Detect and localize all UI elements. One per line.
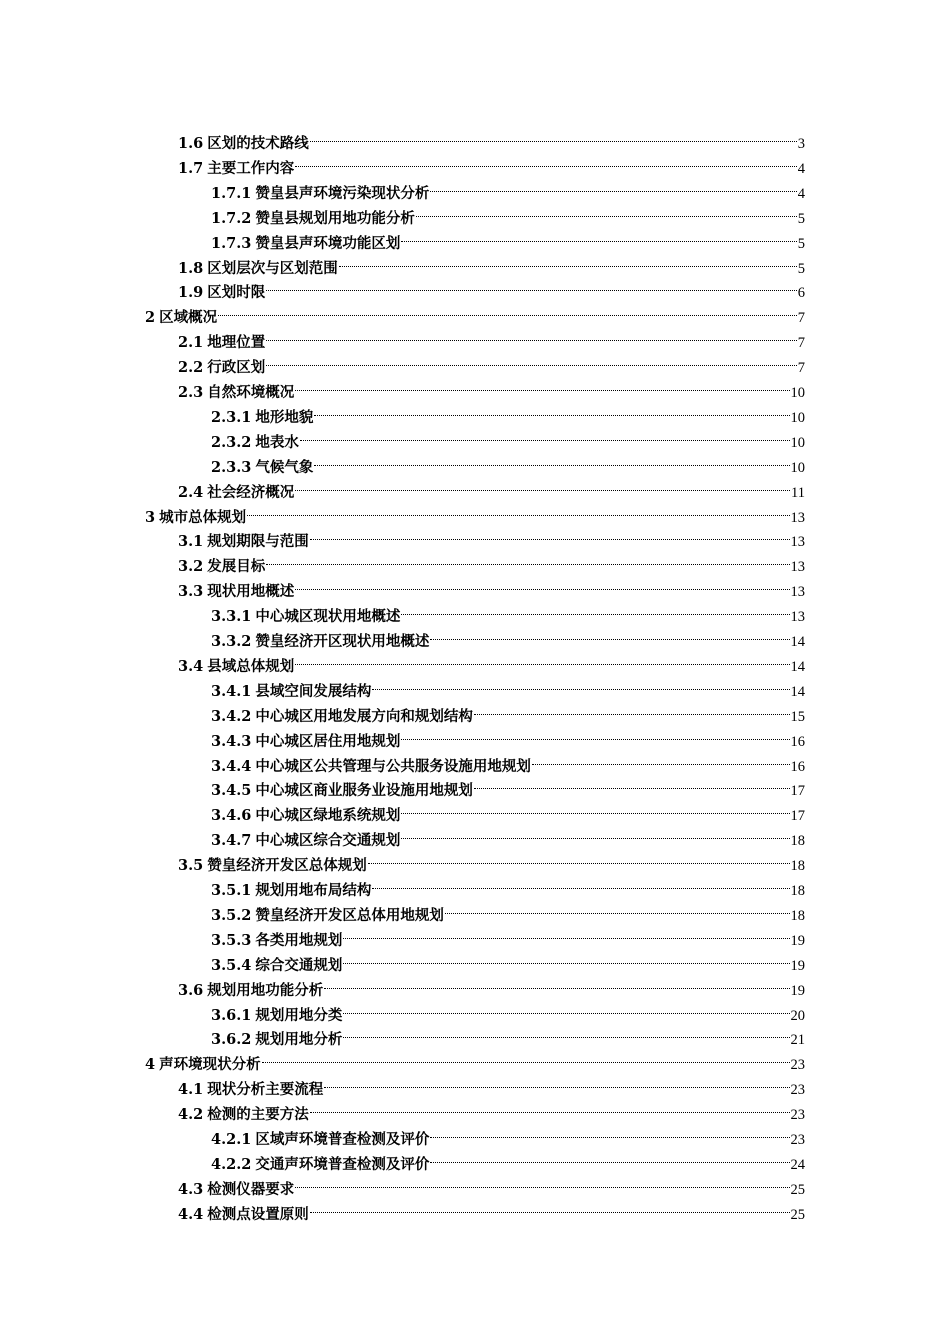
toc-entry-page-number: 18	[790, 858, 805, 875]
toc-entry-title: 赞皇县规划用地功能分析	[255, 209, 415, 227]
toc-entry[interactable]	[211, 871, 805, 899]
toc-entry-number: 1.9	[178, 284, 204, 302]
toc-entry-title: 赞皇经济开发区总体用地规划	[255, 906, 444, 924]
toc-dot-leader	[343, 996, 789, 1020]
toc-entry[interactable]	[178, 846, 805, 875]
toc-entry-number: 3.2	[178, 558, 204, 576]
toc-entry-page-number: 14	[790, 658, 805, 675]
toc-entry-page-number: 23	[790, 1057, 805, 1074]
toc-entry-number: 1.7.1	[211, 184, 252, 202]
toc-entry[interactable]	[211, 722, 805, 750]
toc-dot-leader	[266, 547, 789, 571]
toc-entry-number: 3.4.1	[211, 682, 252, 700]
toc-dot-leader	[343, 946, 789, 970]
toc-entry-title: 发展目标	[207, 558, 266, 576]
toc-entry-title: 检测仪器要求	[207, 1180, 295, 1198]
toc-entry[interactable]	[211, 921, 805, 949]
toc-dot-leader	[266, 323, 797, 347]
toc-entry-number: 3.6	[178, 981, 204, 999]
toc-dot-leader	[430, 1120, 789, 1144]
toc-entry-number: 3.4.2	[211, 707, 252, 725]
toc-entry[interactable]	[211, 996, 805, 1024]
toc-entry-title: 规划用地布局结构	[255, 882, 372, 899]
toc-entry[interactable]	[178, 647, 805, 675]
toc-entry[interactable]	[211, 697, 805, 725]
toc-entry-page-number: 17	[790, 808, 805, 825]
toc-entry-title: 交通声环境普查检测及评价	[255, 1155, 430, 1173]
toc-entry-number: 1.7.2	[211, 209, 252, 227]
toc-entry-page-number: 7	[797, 360, 805, 377]
toc-entry-page-number: 4	[797, 160, 805, 177]
toc-entry-title: 中心城区综合交通规划	[255, 832, 401, 850]
toc-entry-title: 区域概况	[159, 309, 218, 327]
toc-entry-title: 中心城区商业服务业设施用地规划	[255, 782, 473, 800]
toc-dot-leader	[430, 174, 796, 198]
toc-dot-leader	[310, 522, 790, 546]
toc-entry-number: 4.2.1	[211, 1131, 252, 1148]
toc-dot-leader	[372, 672, 789, 696]
toc-entry-number: 2.3	[178, 384, 204, 401]
toc-dot-leader	[368, 846, 790, 870]
toc-dot-leader	[314, 398, 789, 422]
toc-entry-number: 3.1	[178, 533, 204, 551]
toc-entry[interactable]	[211, 821, 805, 850]
toc-entry-number: 2.3.3	[211, 458, 252, 476]
toc-entry-number: 4.1	[178, 1081, 204, 1099]
toc-entry-number: 2	[145, 309, 156, 327]
toc-entry[interactable]	[211, 771, 805, 800]
toc-entry[interactable]	[211, 672, 805, 700]
toc-entry-title: 城市总体规划	[159, 508, 247, 526]
toc-entry-title: 区域声环境普查检测及评价	[255, 1131, 430, 1148]
toc-entry[interactable]	[211, 398, 805, 426]
toc-entry-page-number: 16	[790, 758, 805, 775]
toc-entry[interactable]	[178, 971, 805, 999]
toc-entry[interactable]	[211, 622, 805, 650]
toc-entry-title: 规划用地功能分析	[207, 981, 324, 999]
toc-entry[interactable]	[211, 747, 805, 775]
toc-dot-leader	[295, 473, 790, 497]
toc-entry[interactable]	[211, 423, 805, 451]
toc-entry-number: 3.5.2	[211, 906, 252, 924]
toc-entry-page-number: 13	[790, 509, 805, 526]
toc-dot-leader	[295, 373, 789, 397]
toc-entry-page-number: 19	[790, 957, 805, 974]
toc-dot-leader	[314, 448, 789, 472]
toc-entry[interactable]	[178, 1070, 805, 1099]
toc-entry[interactable]	[178, 547, 805, 576]
toc-entry[interactable]	[178, 473, 805, 501]
toc-entry-page-number: 13	[790, 559, 805, 576]
toc-entry[interactable]	[211, 224, 805, 252]
toc-entry-page-number: 25	[790, 1181, 805, 1198]
toc-entry-number: 3.4.5	[211, 782, 252, 800]
toc-dot-leader	[295, 572, 789, 596]
toc-entry-number: 1.8	[178, 259, 204, 277]
toc-entry-title: 赞皇县声环境污染现状分析	[255, 184, 430, 202]
toc-entry-number: 4.3	[178, 1180, 204, 1198]
toc-entry-title: 现状分析主要流程	[207, 1081, 324, 1099]
toc-entry-page-number: 18	[790, 883, 805, 899]
toc-entry-page-number: 13	[790, 609, 805, 626]
toc-entry-page-number: 21	[790, 1032, 805, 1049]
toc-entry-page-number: 14	[790, 683, 805, 700]
toc-entry-page-number: 23	[790, 1082, 805, 1099]
toc-dot-leader	[532, 747, 790, 771]
toc-dot-leader	[266, 348, 797, 372]
toc-dot-leader	[401, 821, 789, 845]
toc-entry-number: 2.1	[178, 334, 204, 352]
toc-entry-title: 检测的主要方法	[207, 1106, 309, 1124]
toc-entry-number: 4.2	[178, 1106, 204, 1124]
toc-entry-title: 主要工作内容	[207, 159, 295, 177]
toc-entry-number: 2.3.2	[211, 433, 252, 451]
toc-dot-leader	[310, 1095, 790, 1119]
toc-entry-title: 区划层次与区划范围	[207, 259, 338, 277]
toc-entry[interactable]	[178, 249, 805, 277]
toc-dot-leader	[430, 622, 789, 646]
toc-entry-page-number: 23	[790, 1132, 805, 1148]
toc-entry[interactable]	[178, 373, 805, 401]
toc-entry-page-number: 7	[797, 310, 805, 327]
toc-entry[interactable]	[211, 896, 805, 924]
toc-entry[interactable]	[145, 298, 805, 327]
toc-entry[interactable]	[211, 1120, 805, 1148]
toc-entry-title: 赞皇县声环境功能区划	[255, 234, 401, 252]
toc-entry-title: 社会经济概况	[207, 483, 295, 501]
toc-entry-title: 现状用地概述	[207, 583, 295, 601]
toc-dot-leader	[416, 199, 797, 223]
toc-entry-title: 中心城区现状用地概述	[255, 608, 401, 626]
toc-entry-page-number: 18	[790, 833, 805, 850]
toc-entry-title: 检测点设置原则	[207, 1205, 309, 1223]
toc-entry[interactable]	[178, 1195, 805, 1223]
toc-dot-leader	[324, 1070, 789, 1094]
toc-entry[interactable]	[178, 323, 805, 352]
toc-dot-leader	[474, 697, 790, 721]
toc-entry-number: 3.5.3	[211, 931, 252, 949]
toc-entry-page-number: 11	[791, 484, 805, 501]
toc-entry-title: 赞皇经济开发区总体规划	[207, 857, 367, 875]
toc-entry-number: 1.7	[178, 159, 204, 177]
toc-entry-page-number: 5	[797, 210, 805, 227]
toc-dot-leader	[372, 871, 789, 895]
toc-entry-number: 3.3	[178, 583, 204, 601]
toc-entry-page-number: 23	[790, 1107, 805, 1124]
toc-entry-number: 3.5.1	[211, 882, 252, 899]
toc-entry-title: 自然环境概况	[207, 384, 295, 401]
toc-entry-page-number: 10	[790, 434, 805, 451]
toc-entry-number: 2.4	[178, 483, 204, 501]
toc-entry-page-number: 3	[797, 136, 805, 152]
toc-entry-number: 3.6.1	[211, 1006, 252, 1024]
toc-entry-title: 地理位置	[207, 334, 266, 352]
toc-entry-number: 4.4	[178, 1205, 204, 1223]
toc-entry-title: 规划期限与范围	[207, 533, 309, 551]
toc-entry-number: 3.3.2	[211, 633, 252, 650]
toc-entry[interactable]	[211, 1145, 805, 1173]
toc-dot-leader	[295, 149, 797, 173]
toc-entry[interactable]	[211, 1020, 805, 1049]
toc-entry[interactable]	[211, 448, 805, 476]
toc-entry-number: 4	[145, 1056, 156, 1074]
toc-entry[interactable]	[178, 1170, 805, 1198]
toc-entry-title: 中心城区用地发展方向和规划结构	[255, 707, 473, 725]
toc-entry-number: 1.6	[178, 135, 204, 152]
toc-entry[interactable]	[178, 124, 805, 152]
toc-dot-leader	[310, 124, 797, 148]
toc-entry-page-number: 19	[790, 982, 805, 999]
toc-dot-leader	[300, 423, 790, 447]
toc-entry-title: 中心城区公共管理与公共服务设施用地规划	[255, 757, 531, 775]
toc-entry-title: 县域空间发展结构	[255, 682, 372, 700]
toc-entry[interactable]	[145, 1045, 805, 1074]
toc-entry-page-number: 10	[790, 385, 805, 401]
toc-entry-page-number: 13	[790, 584, 805, 601]
toc-entry[interactable]	[211, 597, 805, 626]
toc-entry-title: 区划的技术路线	[207, 135, 309, 152]
toc-entry-page-number: 19	[790, 932, 805, 949]
toc-entry[interactable]	[211, 199, 805, 227]
toc-entry-number: 2.3.1	[211, 408, 252, 426]
toc-entry[interactable]	[178, 522, 805, 551]
toc-entry-number: 1.7.3	[211, 234, 252, 252]
toc-entry-title: 中心城区绿地系统规划	[255, 807, 401, 825]
toc-entry-number: 3.3.1	[211, 608, 252, 626]
toc-entry-number: 3.4.6	[211, 807, 252, 825]
toc-entry[interactable]	[178, 572, 805, 601]
toc-entry[interactable]	[211, 174, 805, 202]
toc-entry-page-number: 20	[790, 1007, 805, 1024]
toc-entry-title: 地形地貌	[255, 408, 314, 426]
toc-dot-leader	[401, 224, 796, 248]
toc-entry-page-number: 15	[790, 708, 805, 725]
toc-entry-title: 行政区划	[207, 359, 266, 377]
toc-entry-title: 声环境现状分析	[159, 1056, 261, 1074]
toc-entry[interactable]	[178, 273, 805, 302]
toc-entry-number: 3.6.2	[211, 1031, 252, 1049]
toc-entry-title: 县域总体规划	[207, 657, 295, 675]
toc-entry-page-number: 16	[790, 733, 805, 750]
toc-entry-page-number: 4	[797, 185, 805, 202]
toc-entry-page-number: 10	[790, 459, 805, 476]
toc-dot-leader	[401, 722, 789, 746]
toc-entry[interactable]	[145, 498, 805, 526]
toc-entry-number: 3.4.7	[211, 832, 252, 850]
toc-dot-leader	[339, 249, 797, 273]
toc-dot-leader	[343, 1020, 789, 1044]
toc-entry-page-number: 5	[797, 260, 805, 277]
toc-entry-title: 规划用地分类	[255, 1006, 343, 1024]
toc-entry-page-number: 5	[797, 235, 805, 252]
toc-entry-number: 3.5	[178, 857, 204, 875]
toc-entry-number: 3.4.3	[211, 732, 252, 750]
toc-entry[interactable]	[178, 1095, 805, 1124]
toc-entry-number: 3.4.4	[211, 757, 252, 775]
toc-entry-title: 地表水	[255, 433, 299, 451]
toc-entry-number: 3.5.4	[211, 956, 252, 974]
toc-dot-leader	[430, 1145, 789, 1169]
toc-entry-title: 区划时限	[207, 284, 266, 302]
toc-entry[interactable]	[211, 946, 805, 974]
toc-entry-number: 3	[145, 508, 156, 526]
toc-entry-page-number: 24	[790, 1156, 805, 1173]
toc-dot-leader	[218, 298, 797, 322]
toc-dot-leader	[262, 1045, 790, 1069]
toc-dot-leader	[295, 1170, 789, 1194]
toc-entry-page-number: 13	[790, 534, 805, 551]
toc-entry-page-number: 17	[790, 783, 805, 800]
toc-dot-leader	[247, 498, 789, 522]
toc-dot-leader	[324, 971, 789, 995]
toc-entry[interactable]	[178, 149, 805, 177]
toc-entry-page-number: 10	[790, 409, 805, 426]
toc-entry-page-number: 18	[790, 907, 805, 924]
toc-dot-leader	[343, 921, 789, 945]
toc-entry-number: 2.2	[178, 359, 204, 377]
toc-dot-leader	[401, 597, 789, 621]
toc-dot-leader	[266, 273, 797, 297]
toc-entry-number: 4.2.2	[211, 1155, 252, 1173]
toc-entry-page-number: 14	[790, 634, 805, 650]
toc-entry-number: 3.4	[178, 657, 204, 675]
toc-entry-page-number: 6	[797, 285, 805, 302]
toc-entry-title: 气候气象	[255, 458, 314, 476]
toc-entry[interactable]	[211, 796, 805, 825]
toc-entry[interactable]	[178, 348, 805, 377]
toc-entry-page-number: 25	[790, 1206, 805, 1223]
toc-entry-title: 各类用地规划	[255, 931, 343, 949]
toc-dot-leader	[310, 1195, 790, 1219]
toc-entry-title: 规划用地分析	[255, 1031, 343, 1049]
toc-entry-title: 综合交通规划	[255, 956, 343, 974]
toc-dot-leader	[474, 771, 790, 795]
toc-entry-page-number: 7	[797, 335, 805, 352]
toc-entry-title: 中心城区居住用地规划	[255, 732, 401, 750]
toc-dot-leader	[445, 896, 790, 920]
toc-dot-leader	[401, 796, 789, 820]
toc-dot-leader	[295, 647, 789, 671]
toc-entry-title: 赞皇经济开区现状用地概述	[255, 633, 430, 650]
